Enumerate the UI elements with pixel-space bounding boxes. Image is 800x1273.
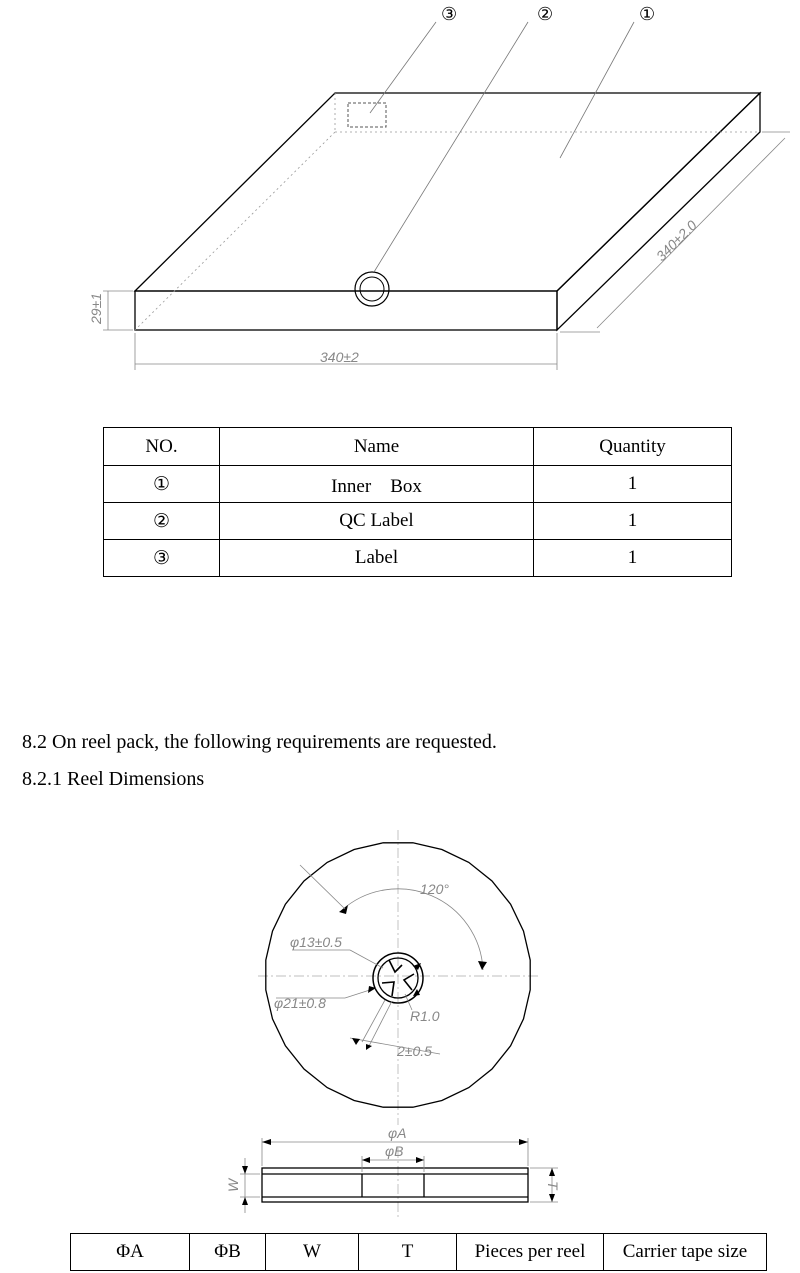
callout-1: ① — [639, 4, 656, 24]
parts-table — [103, 427, 732, 577]
row-name: QC Label — [220, 503, 534, 540]
header-dia-a: ΦA — [71, 1234, 190, 1271]
dim-angle: 120° — [420, 881, 449, 897]
header-carrier-tape-size: Carrier tape size — [604, 1234, 767, 1271]
reel-dimension-table — [70, 1233, 767, 1271]
header-quantity: Quantity — [534, 428, 732, 466]
row-name: Inner Box — [220, 466, 534, 503]
callout-3: ③ — [441, 4, 458, 24]
dim-dia-b: φB — [385, 1143, 404, 1159]
table-row — [104, 466, 732, 503]
subsection-heading: 8.2.1 Reel Dimensions — [22, 768, 205, 790]
table-row — [104, 540, 732, 577]
row-no: ③ — [104, 540, 220, 577]
header-no: NO. — [104, 428, 220, 466]
table-row — [104, 503, 732, 540]
section-heading: 8.2 On reel pack, the following requirements are requested. — [22, 731, 497, 753]
row-name: Label — [220, 540, 534, 577]
dim-radius: R1.0 — [410, 1008, 440, 1024]
callout-2: ② — [537, 4, 554, 24]
box-drawing — [0, 0, 800, 400]
row-qty: 1 — [534, 503, 732, 540]
label-outline — [348, 103, 386, 127]
header-name: Name — [220, 428, 534, 466]
row-qty: 1 — [534, 540, 732, 577]
reel-drawing — [0, 820, 800, 1230]
row-no: ② — [104, 503, 220, 540]
row-no: ① — [104, 466, 220, 503]
dim-dia-a: φA — [388, 1125, 407, 1141]
dim-outer-hub-dia: φ21±0.8 — [274, 995, 326, 1011]
dim-slot: 2±0.5 — [397, 1043, 432, 1059]
header-dia-b: ΦB — [190, 1234, 266, 1271]
dim-width-w: W — [225, 1178, 241, 1192]
dim-depth: 340±2.0 — [652, 217, 700, 265]
dim-height: 29±1 — [88, 292, 104, 324]
dim-width: 340±2 — [320, 349, 359, 365]
header-w: W — [266, 1234, 359, 1271]
row-qty: 1 — [534, 466, 732, 503]
dim-hub-dia: φ13±0.5 — [290, 934, 342, 950]
dim-thickness: T — [545, 1181, 561, 1190]
header-pieces-per-reel: Pieces per reel — [457, 1234, 604, 1271]
header-t: T — [359, 1234, 457, 1271]
